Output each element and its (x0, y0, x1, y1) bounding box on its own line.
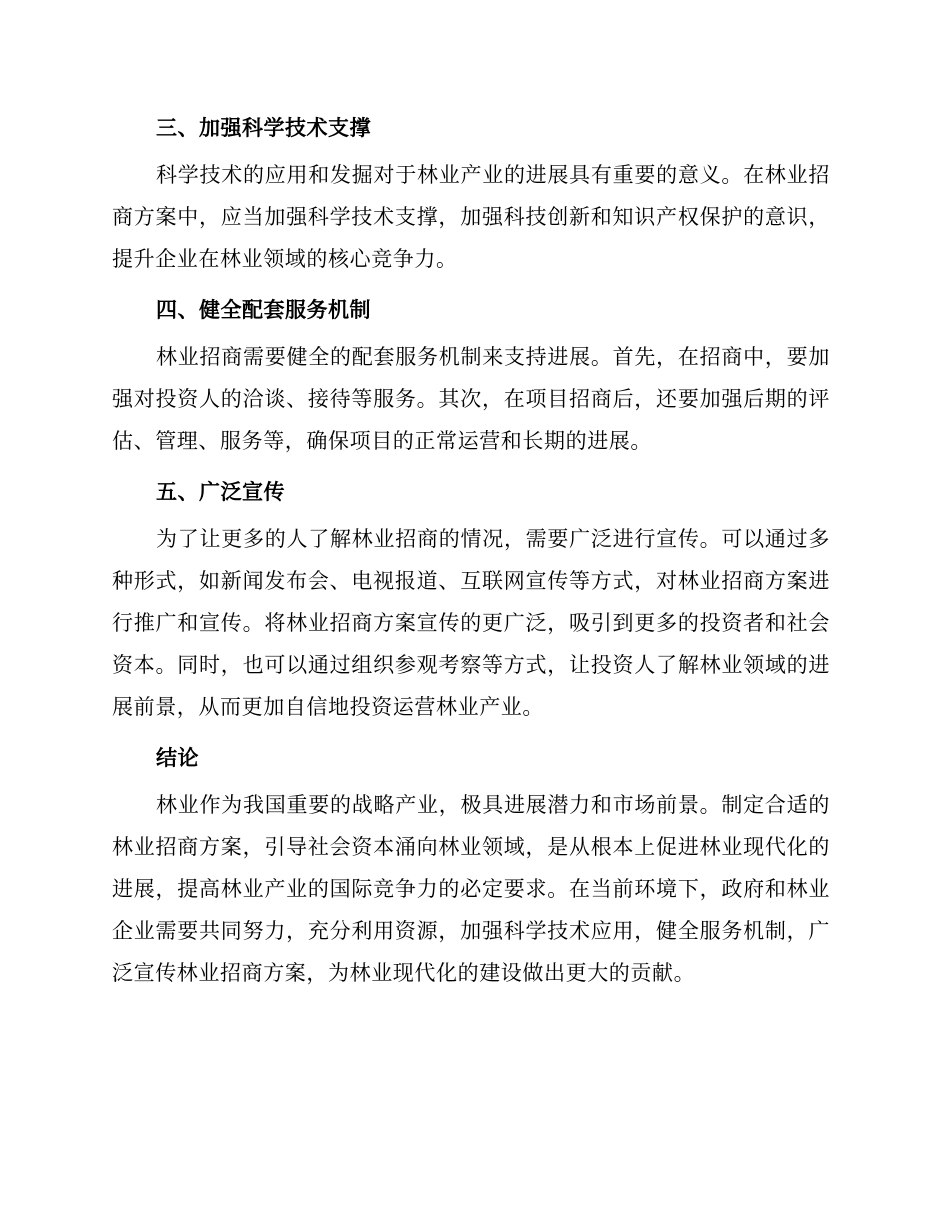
section-service-mechanism (112, 290, 830, 462)
section-paragraph: 科学技术的应用和发掘对于林业产业的进展具有重要的意义。在林业招商方案中，应当加强科学技术支撑，加强科技创新和知识产权保护的意识，提升企业在林业领域的核心竞争力。 (112, 163, 830, 271)
section-heading: 五、广泛宣传 (156, 480, 285, 504)
document-page (112, 108, 830, 1004)
section-heading: 三、加强科学技术支撑 (156, 116, 371, 140)
section-publicity (112, 472, 830, 728)
section-paragraph: 林业招商需要健全的配套服务机制来支持进展。首先，在招商中，要加强对投资人的洽谈、接待等服务。其次，在项目招商后，还要加强后期的评估、管理、服务等，确保项目的正常运营和长期的进展。 (112, 345, 830, 453)
section-science-tech (112, 108, 830, 280)
section-heading: 结论 (156, 746, 199, 770)
section-paragraph: 为了让更多的人了解林业招商的情况，需要广泛进行宣传。可以通过多种形式，如新闻发布会、电视报道、互联网宣传等方式，对林业招商方案进行推广和宣传。将林业招商方案宣传的更广泛，吸引到更多的投资者和社会资本。同时，也可以通过组织参观考察等方式，让投资人了解林业领域的进展前景，从而更加自信地投资运营林业产业。 (112, 527, 830, 719)
section-conclusion (112, 738, 830, 994)
section-heading: 四、健全配套服务机制 (156, 298, 371, 322)
section-paragraph: 林业作为我国重要的战略产业，极具进展潜力和市场前景。制定合适的林业招商方案，引导社会资本涌向林业领域，是从根本上促进林业现代化的进展，提高林业产业的国际竞争力的必定要求。在当前环境下，政府和林业企业需要共同努力，充分利用资源，加强科学技术应用，健全服务机制，广泛宣传林业招商方案，为林业现代化的建设做出更大的贡献。 (112, 793, 830, 985)
